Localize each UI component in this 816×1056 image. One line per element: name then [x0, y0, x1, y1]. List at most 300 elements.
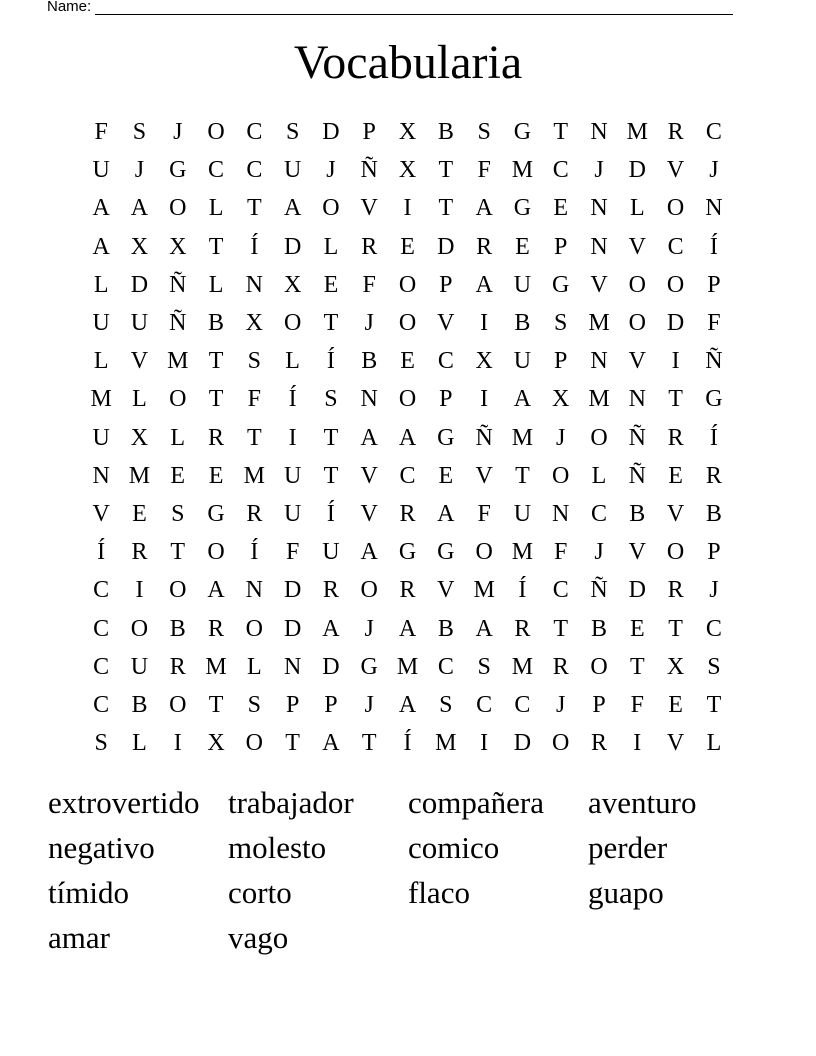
grid-letter[interactable]: S [171, 500, 185, 527]
grid-letter[interactable]: C [399, 462, 416, 489]
grid-letter[interactable]: L [170, 424, 186, 451]
grid-letter[interactable]: S [324, 386, 338, 413]
grid-letter[interactable]: R [322, 577, 339, 604]
grid-letter[interactable]: J [709, 577, 719, 604]
grid-letter[interactable]: T [323, 310, 339, 337]
grid-letter[interactable]: I [480, 310, 489, 337]
grid-letter[interactable]: A [360, 539, 378, 566]
grid-letter[interactable]: O [552, 730, 570, 757]
grid-letter[interactable]: V [666, 500, 685, 527]
grid-letter[interactable]: E [553, 195, 569, 222]
grid-letter[interactable]: T [553, 119, 569, 146]
grid-letter[interactable]: R [361, 233, 378, 260]
grid-letter[interactable]: I [633, 730, 642, 757]
grid-letter[interactable]: L [132, 730, 147, 757]
grid-letter[interactable]: S [707, 653, 721, 680]
grid-letter[interactable]: A [398, 691, 417, 718]
grid-letter[interactable]: Ñ [475, 424, 493, 451]
grid-letter[interactable]: N [705, 195, 723, 222]
grid-letter[interactable]: O [666, 539, 685, 566]
grid-letter[interactable]: R [667, 577, 684, 604]
grid-letter[interactable]: U [283, 157, 302, 184]
grid-letter[interactable]: N [590, 119, 608, 146]
grid-letter[interactable]: C [246, 157, 263, 184]
grid-letter[interactable]: T [629, 653, 645, 680]
grid-letter[interactable]: U [283, 462, 302, 489]
grid-letter[interactable]: J [556, 691, 566, 718]
grid-letter[interactable]: M [511, 653, 534, 680]
grid-letter[interactable]: A [513, 386, 532, 413]
grid-letter[interactable]: T [208, 233, 224, 260]
grid-letter[interactable]: L [132, 386, 147, 413]
grid-letter[interactable]: C [591, 500, 608, 527]
grid-letter[interactable]: S [477, 653, 491, 680]
grid-letter[interactable]: X [207, 730, 225, 757]
grid-letter[interactable]: C [705, 119, 722, 146]
grid-letter[interactable]: C [93, 653, 110, 680]
grid-letter[interactable]: S [439, 691, 453, 718]
grid-letter[interactable]: R [246, 500, 263, 527]
grid-letter[interactable]: X [398, 157, 417, 184]
grid-letter[interactable]: F [285, 539, 300, 566]
grid-letter[interactable]: C [705, 615, 722, 642]
grid-letter[interactable]: F [630, 691, 644, 718]
grid-letter[interactable]: N [283, 653, 302, 680]
grid-letter[interactable]: O [666, 271, 685, 298]
grid-letter[interactable]: Í [709, 424, 718, 451]
grid-letter[interactable]: A [398, 615, 417, 642]
grid-letter[interactable]: V [666, 730, 685, 757]
grid-letter[interactable]: U [92, 310, 110, 337]
grid-letter[interactable]: Í [326, 500, 335, 527]
grid-letter[interactable]: M [473, 577, 495, 604]
grid-letter[interactable]: R [591, 730, 608, 757]
grid-letter[interactable]: Ñ [705, 348, 723, 375]
grid-letter[interactable]: L [93, 271, 109, 298]
grid-letter[interactable]: Ñ [628, 424, 646, 451]
grid-letter[interactable]: L [93, 348, 109, 375]
grid-letter[interactable]: Í [250, 233, 259, 260]
grid-letter[interactable]: O [360, 577, 378, 604]
grid-letter[interactable]: C [514, 691, 531, 718]
grid-letter[interactable]: U [513, 271, 532, 298]
grid-letter[interactable]: C [208, 157, 225, 184]
grid-letter[interactable]: U [92, 157, 110, 184]
grid-letter[interactable]: A [322, 730, 340, 757]
grid-letter[interactable]: R [131, 539, 148, 566]
grid-letter[interactable]: M [626, 119, 648, 146]
word-list-item: corto [228, 875, 292, 910]
grid-letter[interactable]: P [707, 271, 721, 298]
grid-letter[interactable]: O [628, 310, 646, 337]
grid-letter[interactable]: B [169, 615, 186, 642]
grid-letter[interactable]: I [671, 348, 680, 375]
grid-letter[interactable]: M [588, 310, 610, 337]
grid-letter[interactable]: G [207, 500, 225, 527]
grid-letter[interactable]: J [594, 539, 604, 566]
grid-letter[interactable]: O [169, 577, 187, 604]
grid-letter[interactable]: X [169, 233, 187, 260]
grid-letter[interactable]: A [207, 577, 225, 604]
grid-letter[interactable]: V [360, 462, 378, 489]
grid-letter[interactable]: M [243, 462, 265, 489]
grid-letter[interactable]: J [364, 310, 374, 337]
grid-letter[interactable]: C [437, 653, 454, 680]
grid-letter[interactable]: T [553, 615, 569, 642]
grid-letter[interactable]: X [130, 233, 149, 260]
grid-letter[interactable]: T [285, 730, 300, 757]
grid-letter[interactable]: P [554, 233, 568, 260]
grid-letter[interactable]: I [135, 577, 144, 604]
grid-letter[interactable]: A [130, 195, 149, 222]
grid-letter[interactable]: X [552, 386, 570, 413]
grid-letter[interactable]: R [208, 424, 225, 451]
grid-letter[interactable]: A [92, 195, 110, 222]
grid-letter[interactable]: P [592, 691, 606, 718]
grid-letter[interactable]: B [208, 310, 225, 337]
grid-letter[interactable]: D [513, 730, 532, 757]
grid-letter[interactable]: V [628, 348, 646, 375]
grid-letter[interactable]: Í [326, 348, 335, 375]
grid-letter[interactable]: R [399, 577, 416, 604]
grid-letter[interactable]: O [552, 462, 570, 489]
grid-letter[interactable]: O [169, 195, 187, 222]
grid-letter[interactable]: M [128, 462, 151, 489]
grid-letter[interactable]: J [594, 157, 604, 184]
grid-letter[interactable]: O [398, 271, 417, 298]
grid-letter[interactable]: V [92, 500, 110, 527]
grid-letter[interactable]: F [94, 119, 108, 146]
grid-letter[interactable]: R [476, 233, 493, 260]
name-underline[interactable] [95, 0, 733, 15]
grid-letter[interactable]: N [590, 195, 608, 222]
grid-letter[interactable]: R [399, 500, 416, 527]
grid-letter[interactable]: U [130, 653, 149, 680]
grid-letter[interactable]: M [205, 653, 227, 680]
grid-letter[interactable]: J [556, 424, 566, 451]
grid-letter[interactable]: D [322, 119, 340, 146]
grid-row [82, 457, 734, 495]
grid-row [82, 533, 734, 571]
grid-letter[interactable]: O [398, 386, 417, 413]
grid-letter[interactable]: M [167, 348, 189, 375]
grid-letter[interactable]: F [477, 157, 491, 184]
grid-letter[interactable]: Í [97, 539, 106, 566]
grid-letter[interactable]: U [283, 500, 302, 527]
grid-letter[interactable]: P [439, 271, 453, 298]
grid-letter[interactable]: G [705, 386, 723, 413]
grid-letter[interactable]: Í [518, 577, 527, 604]
grid-letter[interactable]: A [437, 500, 455, 527]
grid-letter[interactable]: S [94, 730, 108, 757]
grid-letter[interactable]: L [247, 653, 262, 680]
grid-letter[interactable]: C [476, 691, 493, 718]
grid-letter[interactable]: D [666, 310, 685, 337]
grid-letter[interactable]: C [93, 615, 110, 642]
grid-letter[interactable]: D [283, 615, 302, 642]
grid-letter[interactable]: O [169, 691, 187, 718]
grid-letter[interactable]: X [398, 119, 417, 146]
grid-letter[interactable]: E [668, 462, 683, 489]
grid-letter[interactable]: Í [403, 730, 412, 757]
grid-letter[interactable]: G [360, 653, 378, 680]
grid-letter[interactable]: O [245, 615, 263, 642]
grid-letter[interactable]: P [554, 348, 568, 375]
grid-letter[interactable]: I [480, 386, 489, 413]
grid-letter[interactable]: T [323, 424, 339, 451]
grid-letter[interactable]: G [513, 119, 532, 146]
grid-letter[interactable]: M [396, 653, 419, 680]
grid-letter[interactable]: X [475, 348, 493, 375]
grid-letter[interactable]: E [170, 462, 186, 489]
grid-letter[interactable]: N [628, 386, 646, 413]
grid-letter[interactable]: N [245, 271, 263, 298]
grid-letter[interactable]: Ñ [628, 462, 646, 489]
grid-letter[interactable]: F [477, 500, 491, 527]
grid-letter[interactable]: D [130, 271, 149, 298]
grid-letter[interactable]: G [513, 195, 532, 222]
grid-letter[interactable]: T [323, 462, 339, 489]
grid-letter[interactable]: R [208, 615, 225, 642]
grid-letter[interactable]: U [513, 500, 532, 527]
grid-letter[interactable]: V [590, 271, 608, 298]
grid-letter[interactable]: C [437, 348, 454, 375]
grid-letter[interactable]: M [511, 157, 534, 184]
grid-letter[interactable]: Ñ [360, 157, 378, 184]
grid-letter[interactable]: M [435, 730, 457, 757]
grid-letter[interactable]: N [360, 386, 378, 413]
grid-letter[interactable]: L [629, 195, 645, 222]
grid-letter[interactable]: V [666, 157, 685, 184]
grid-letter[interactable]: M [511, 539, 534, 566]
grid-letter[interactable]: C [93, 577, 110, 604]
grid-letter[interactable]: M [511, 424, 534, 451]
grid-letter[interactable]: O [283, 310, 302, 337]
grid-letter[interactable]: T [208, 386, 224, 413]
grid-letter[interactable]: O [207, 539, 225, 566]
grid-letter[interactable]: S [247, 348, 262, 375]
grid-letter[interactable]: Ñ [169, 271, 187, 298]
grid-letter[interactable]: E [208, 462, 224, 489]
grid-letter[interactable]: L [208, 195, 224, 222]
grid-letter[interactable]: J [173, 119, 183, 146]
grid-letter[interactable]: P [362, 119, 376, 146]
name-field[interactable] [47, 0, 747, 15]
grid-row [82, 686, 734, 724]
grid-letter[interactable]: V [437, 310, 455, 337]
grid-letter[interactable]: F [707, 310, 721, 337]
grid-letter[interactable]: C [93, 691, 110, 718]
grid-letter[interactable]: X [666, 653, 685, 680]
grid-letter[interactable]: E [323, 271, 339, 298]
grid-letter[interactable]: X [283, 271, 302, 298]
grid-letter[interactable]: T [170, 539, 186, 566]
grid-letter[interactable]: B [629, 500, 646, 527]
grid-letter[interactable]: L [706, 730, 722, 757]
grid-letter[interactable]: S [477, 119, 491, 146]
grid-letter[interactable]: N [590, 233, 608, 260]
grid-letter[interactable]: F [362, 271, 376, 298]
grid-letter[interactable]: E [515, 233, 530, 260]
grid-letter[interactable]: B [131, 691, 148, 718]
grid-letter[interactable]: T [668, 386, 683, 413]
grid-letter[interactable]: V [360, 195, 378, 222]
grid-letter[interactable]: G [552, 271, 570, 298]
grid-letter[interactable]: S [285, 119, 300, 146]
grid-letter[interactable]: G [437, 424, 455, 451]
grid-letter[interactable]: G [398, 539, 417, 566]
grid-letter[interactable]: U [322, 539, 340, 566]
grid-letter[interactable]: A [398, 424, 417, 451]
grid-letter[interactable]: Í [288, 386, 297, 413]
grid-letter[interactable]: L [323, 233, 339, 260]
grid-letter[interactable]: V [437, 577, 455, 604]
grid-letter[interactable]: D [628, 577, 646, 604]
grid-row [82, 228, 734, 266]
grid-letter[interactable]: C [552, 157, 569, 184]
grid-letter[interactable]: E [132, 500, 147, 527]
grid-letter[interactable]: Í [709, 233, 718, 260]
grid-letter[interactable]: V [130, 348, 149, 375]
grid-letter[interactable]: N [590, 348, 608, 375]
grid-letter[interactable]: J [134, 157, 145, 184]
grid-letter[interactable]: A [475, 615, 493, 642]
grid-letter[interactable]: D [283, 233, 302, 260]
word-list-item: extrovertido [48, 785, 200, 820]
grid-letter[interactable]: O [322, 195, 340, 222]
grid-letter[interactable]: D [437, 233, 455, 260]
grid-letter[interactable]: T [438, 195, 454, 222]
grid-letter[interactable]: B [514, 310, 531, 337]
grid-letter[interactable]: T [208, 348, 224, 375]
grid-letter[interactable]: L [285, 348, 300, 375]
grid-letter[interactable]: O [130, 615, 149, 642]
grid-letter[interactable]: E [400, 233, 415, 260]
grid-letter[interactable]: O [207, 119, 225, 146]
grid-letter[interactable]: Ñ [590, 577, 608, 604]
grid-letter[interactable]: A [475, 271, 493, 298]
grid-letter[interactable]: T [706, 691, 722, 718]
grid-letter[interactable]: O [628, 271, 646, 298]
grid-letter[interactable]: F [554, 539, 568, 566]
grid-letter[interactable]: J [709, 157, 719, 184]
word-list-item: flaco [408, 875, 470, 910]
grid-letter[interactable]: R [705, 462, 722, 489]
grid-letter[interactable]: L [208, 271, 224, 298]
grid-letter[interactable]: E [400, 348, 415, 375]
grid-letter[interactable]: I [403, 195, 412, 222]
grid-letter[interactable]: Í [250, 539, 259, 566]
grid-letter[interactable]: U [513, 348, 532, 375]
grid-letter[interactable]: T [361, 730, 377, 757]
grid-letter[interactable]: J [326, 157, 336, 184]
grid-letter[interactable]: B [437, 119, 454, 146]
grid-letter[interactable]: R [667, 119, 684, 146]
grid-letter[interactable]: X [130, 424, 149, 451]
grid-letter[interactable]: D [283, 577, 302, 604]
grid-letter[interactable]: J [364, 615, 374, 642]
grid-letter[interactable]: T [247, 195, 262, 222]
grid-letter[interactable]: T [515, 462, 530, 489]
grid-letter[interactable]: V [628, 233, 646, 260]
grid-letter[interactable]: P [707, 539, 721, 566]
grid-letter[interactable]: R [514, 615, 531, 642]
grid-letter[interactable]: O [475, 539, 493, 566]
name-label: Name: [47, 0, 92, 15]
grid-letter[interactable]: P [439, 386, 453, 413]
grid-letter[interactable]: B [705, 500, 722, 527]
grid-letter[interactable]: A [92, 233, 110, 260]
grid-letter[interactable]: A [322, 615, 340, 642]
grid-letter[interactable]: O [666, 195, 685, 222]
grid-letter[interactable]: D [628, 157, 646, 184]
grid-letter[interactable]: I [480, 730, 489, 757]
grid-letter[interactable]: S [554, 310, 568, 337]
grid-letter[interactable]: U [130, 310, 149, 337]
grid-letter[interactable]: L [591, 462, 607, 489]
grid-letter[interactable]: U [92, 424, 110, 451]
grid-letter[interactable]: V [475, 462, 493, 489]
grid-letter[interactable]: E [668, 691, 683, 718]
grid-letter[interactable]: T [668, 615, 683, 642]
grid-letter[interactable]: X [245, 310, 263, 337]
grid-letter[interactable]: B [437, 615, 454, 642]
grid-letter[interactable]: I [173, 730, 182, 757]
grid-letter[interactable]: Ñ [169, 310, 187, 337]
grid-letter[interactable]: R [552, 653, 569, 680]
grid-letter[interactable]: C [667, 233, 684, 260]
grid-letter[interactable]: S [247, 691, 262, 718]
grid-letter[interactable]: G [169, 157, 187, 184]
grid-letter[interactable]: O [169, 386, 187, 413]
grid-letter[interactable]: A [475, 195, 493, 222]
grid-letter[interactable]: C [552, 577, 569, 604]
grid-letter[interactable]: E [629, 615, 645, 642]
grid-letter[interactable]: N [552, 500, 570, 527]
grid-letter[interactable]: A [283, 195, 302, 222]
grid-letter[interactable]: R [169, 653, 186, 680]
grid-letter[interactable]: F [247, 386, 262, 413]
grid-letter[interactable]: N [245, 577, 263, 604]
grid-letter[interactable]: B [361, 348, 378, 375]
grid-letter[interactable]: V [360, 500, 378, 527]
grid-letter[interactable]: T [247, 424, 262, 451]
grid-letter[interactable]: O [590, 424, 608, 451]
grid-letter[interactable]: O [398, 310, 417, 337]
grid-letter[interactable]: C [246, 119, 263, 146]
grid-letter[interactable]: V [628, 539, 646, 566]
grid-letter[interactable]: P [324, 691, 338, 718]
grid-letter[interactable]: T [438, 157, 454, 184]
grid-letter[interactable]: O [590, 653, 608, 680]
grid-letter[interactable]: P [285, 691, 300, 718]
grid-letter[interactable]: R [667, 424, 684, 451]
grid-letter[interactable]: J [364, 691, 374, 718]
grid-letter[interactable]: T [208, 691, 224, 718]
grid-row [82, 419, 734, 457]
grid-letter[interactable]: B [591, 615, 608, 642]
grid-letter[interactable]: G [437, 539, 455, 566]
grid-letter[interactable]: D [322, 653, 340, 680]
grid-letter[interactable]: M [588, 386, 610, 413]
grid-letter[interactable]: S [132, 119, 147, 146]
grid-letter[interactable]: O [245, 730, 263, 757]
grid-letter[interactable]: N [92, 462, 110, 489]
grid-letter[interactable]: E [438, 462, 454, 489]
grid-letter[interactable]: M [90, 386, 112, 413]
grid-letter[interactable]: I [288, 424, 297, 451]
grid-letter[interactable]: A [360, 424, 378, 451]
